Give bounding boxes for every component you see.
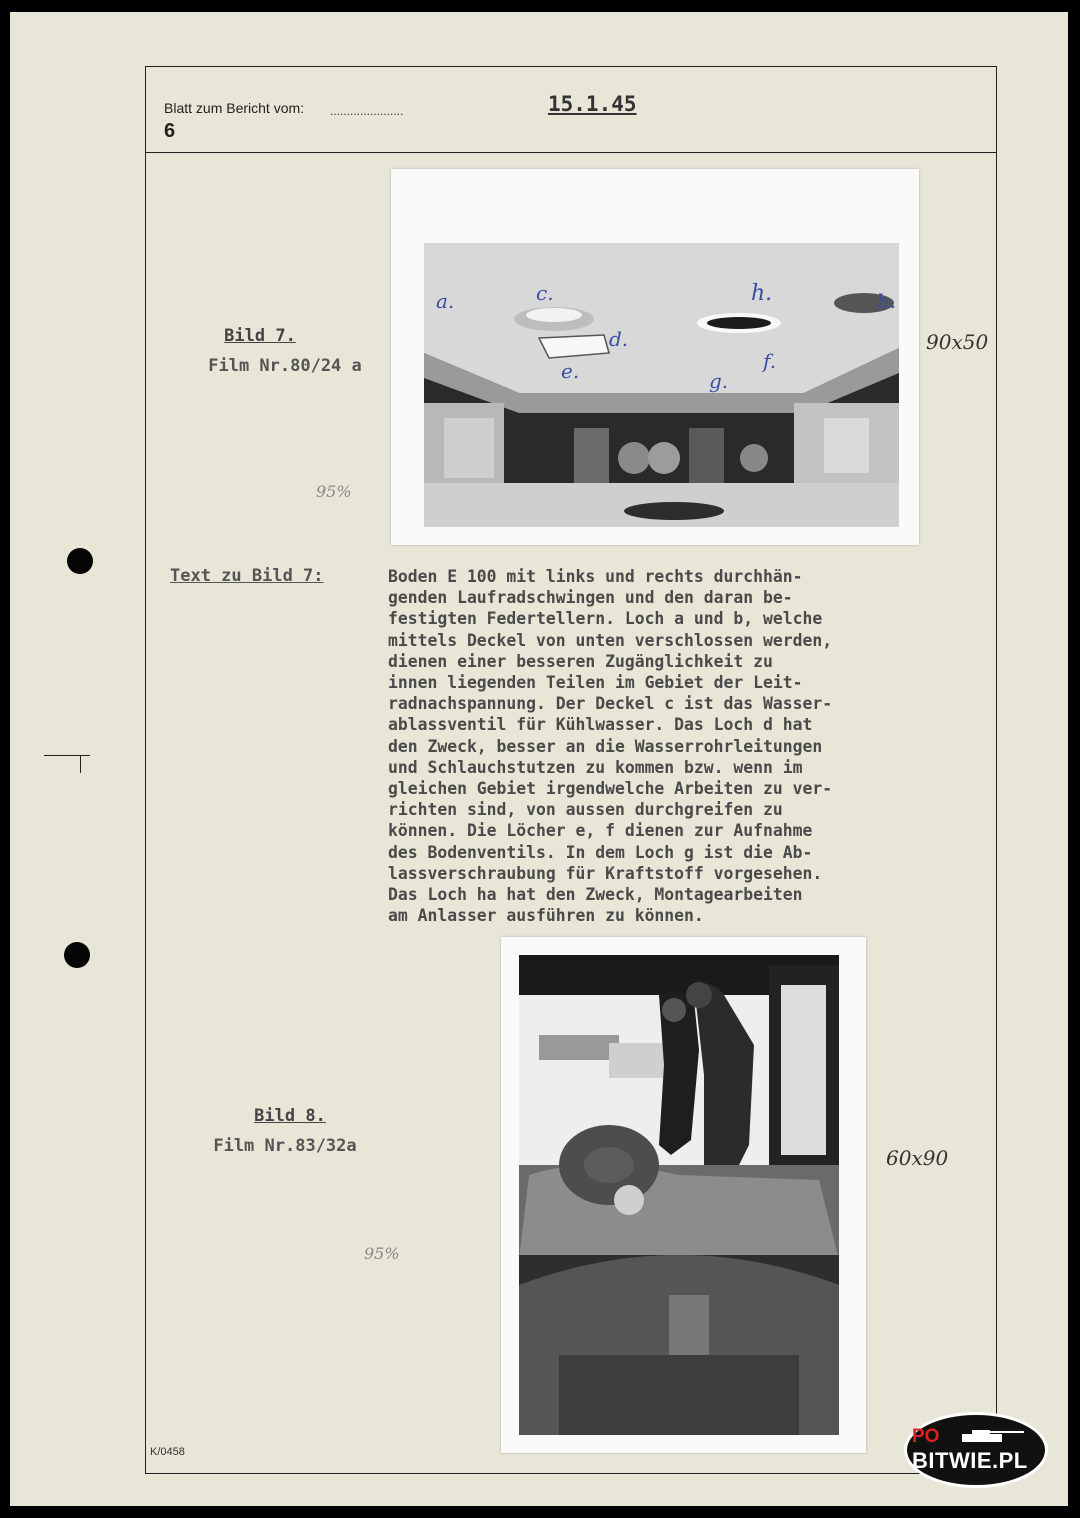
figure7-pencil-note: 95%: [316, 482, 352, 501]
text-line: radnachspannung. Der Deckel c ist das Wasser-: [388, 694, 833, 714]
report-label: Blatt zum Bericht vom:: [164, 100, 305, 116]
tank-icon: [948, 1428, 1026, 1444]
text-line: genden Laufradschwingen und den daran be-: [388, 588, 793, 608]
text-line: richten sind, von aussen durchgreifen zu: [388, 800, 783, 820]
text-block-body: [388, 566, 968, 926]
text-line: innen liegenden Teilen im Gebiet der Leit-: [388, 673, 803, 693]
sheet-number: 6: [164, 120, 176, 142]
photo-label-g: g.: [709, 369, 729, 393]
text-line: den Zweck, besser an die Wasserrohrleitungen: [388, 736, 823, 756]
text-block-label: Text zu Bild 7:: [170, 566, 324, 586]
text-line: festigten Federtellern. Loch a und b, welche: [388, 609, 823, 629]
photo-label-c: c.: [536, 281, 554, 305]
watermark-name: BITWIE.PL: [912, 1448, 1028, 1473]
photo-label-d: d.: [609, 327, 629, 351]
photo-label-a: a.: [436, 289, 455, 313]
text-line: Boden E 100 mit links und rechts durchhän-: [388, 567, 803, 586]
punch-hole-bottom: [64, 942, 90, 968]
figure7-title: Bild 7.: [224, 326, 296, 346]
archive-reference: K/0458: [150, 1446, 185, 1458]
text-line: und Schlauchstutzen zu kommen bzw. wenn im: [388, 757, 803, 777]
figure7-size-note: 90x50: [926, 330, 989, 354]
text-line: gleichen Gebiet irgendwelche Arbeiten zu ver-: [388, 779, 833, 799]
photo-label-f: f.: [763, 349, 777, 373]
figure8-pencil-note: 95%: [364, 1244, 400, 1263]
text-line: ablassventil für Kühlwasser. Das Loch d hat: [388, 715, 813, 735]
fold-mark: [44, 755, 90, 756]
text-line: dienen einer besseren Zugänglichkeit zu: [388, 651, 773, 671]
text-line: Das Loch ha hat den Zweck, Montagearbeiten: [388, 885, 803, 905]
text-line: können. Die Löcher e, f dienen zur Aufnahme: [388, 821, 813, 841]
fold-mark-stem: [80, 755, 81, 773]
figure7-photo: [391, 169, 919, 545]
header-divider: [145, 152, 997, 153]
punch-hole-top: [67, 548, 93, 574]
report-date-blank: ......................: [330, 104, 404, 118]
figure8-film: Film Nr.83/32a: [213, 1136, 357, 1156]
report-date: 15.1.45: [548, 92, 637, 116]
photo-label-e: e.: [561, 359, 580, 383]
text-line: am Anlasser ausführen zu können.: [388, 906, 704, 926]
text-line: des Bodenventils. In dem Loch g ist die Ab-: [388, 842, 813, 862]
text-line: mittels Deckel von unten verschlossen werden,: [388, 630, 833, 650]
figure7-film: Film Nr.80/24 a: [208, 356, 362, 376]
workers-on-tank-image: [519, 955, 839, 1435]
tank-hull-underside-image: [424, 243, 899, 527]
figure8-size-note: 60x90: [886, 1146, 949, 1170]
text-line: lassverschraubung für Kraftstoff vorgesehen.: [388, 863, 823, 883]
photo-label-h: h.: [751, 281, 773, 306]
watermark-po: PO: [912, 1426, 940, 1447]
watermark-logo: [900, 1412, 1052, 1492]
photo-label-b: b.: [877, 289, 897, 313]
figure8-photo: [501, 937, 866, 1453]
figure8-title: Bild 8.: [254, 1106, 326, 1126]
